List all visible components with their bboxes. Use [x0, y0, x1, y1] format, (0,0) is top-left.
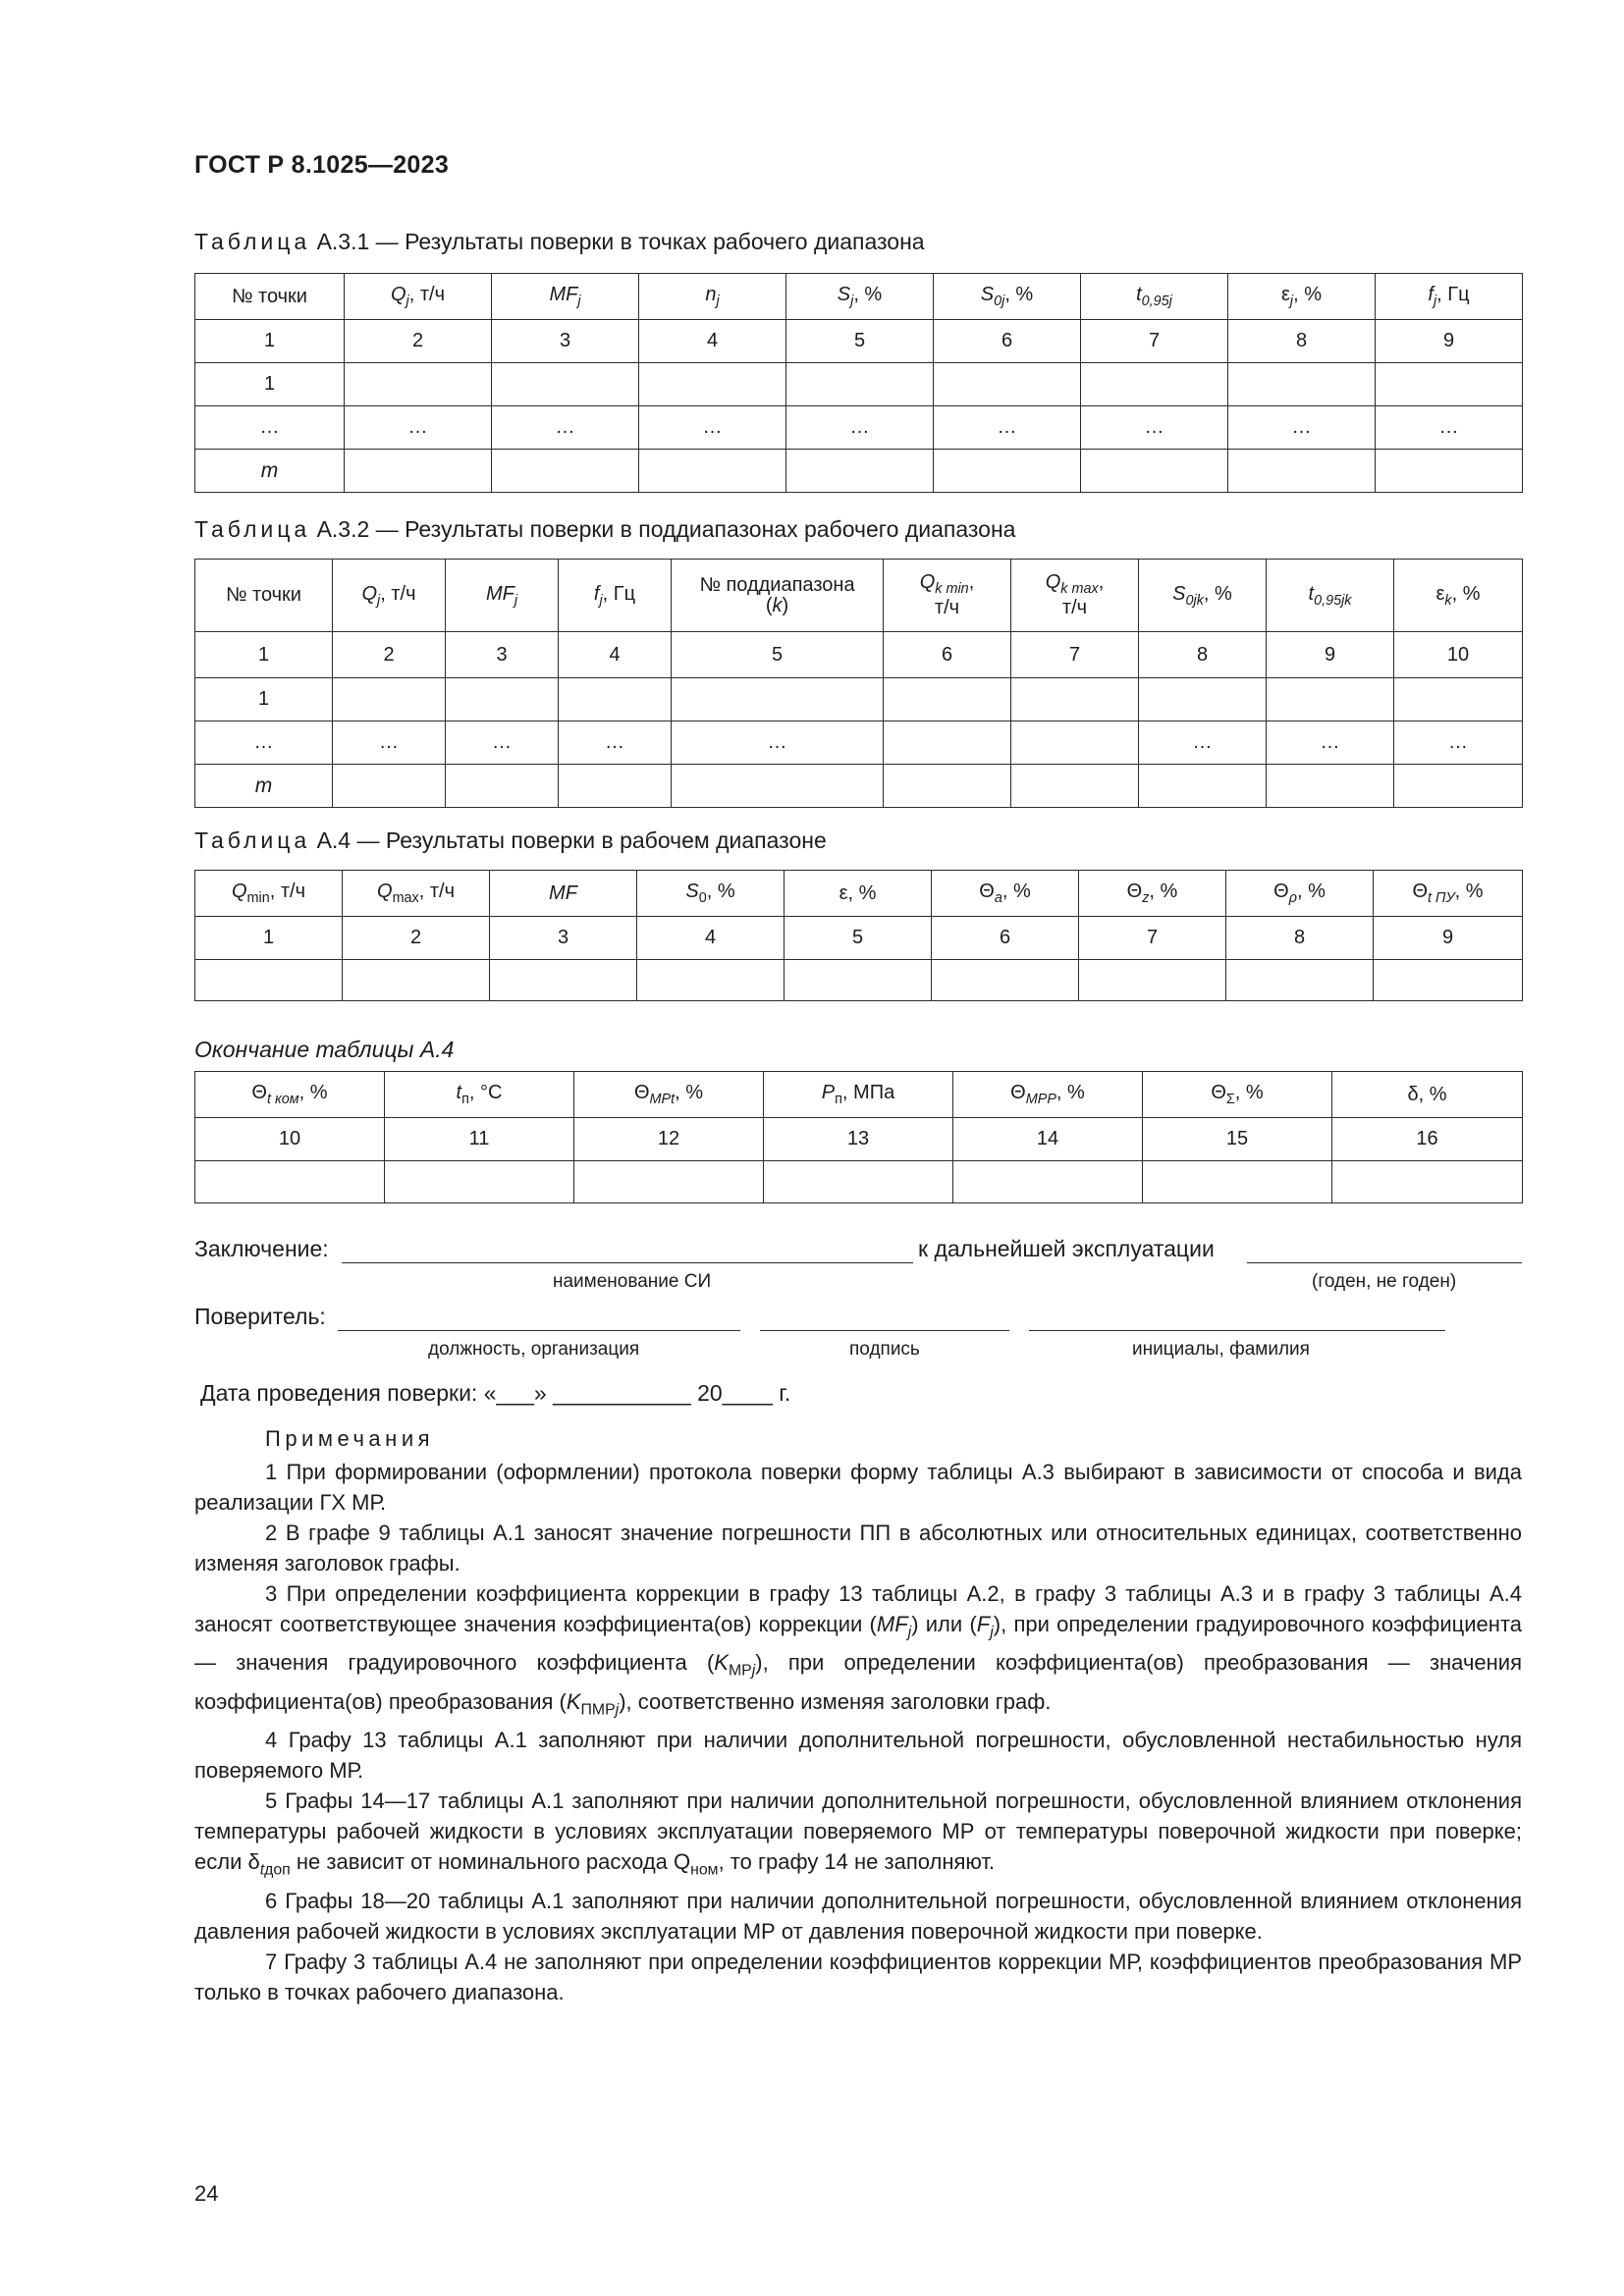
- column-number: 16: [1332, 1118, 1523, 1161]
- column-number: 2: [343, 917, 490, 960]
- table-cell: …: [345, 406, 492, 450]
- table-title: А.4 — Результаты поверки в рабочем диапазоне: [316, 828, 827, 853]
- conclusion-fit-line: [1247, 1262, 1522, 1263]
- column-number: 3: [446, 632, 559, 678]
- col-theta-mpp: $\Theta_{MPP}$, %: [953, 1072, 1143, 1118]
- hint-fit: (годен, не годен): [1312, 1271, 1457, 1292]
- table-a32: [194, 559, 1523, 808]
- table-cell: [1374, 960, 1523, 1001]
- col-eps: $\varepsilon_k$, %: [1394, 560, 1523, 632]
- col-tp: $t_п$, °С: [385, 1072, 574, 1118]
- hint-name: инициалы, фамилия: [1132, 1339, 1310, 1360]
- document-id: ГОСТ Р 8.1025—2023: [194, 151, 450, 179]
- table-cell: …: [1139, 721, 1267, 765]
- table-cell: [786, 450, 934, 493]
- table-cell: [1376, 450, 1523, 493]
- column-number: 12: [574, 1118, 764, 1161]
- col-theta-sigma: $\Theta_\Sigma$, %: [1143, 1072, 1332, 1118]
- table-cell: [786, 363, 934, 406]
- table-cell: [1394, 765, 1523, 808]
- table-row: [195, 678, 1523, 721]
- table-cell: [764, 1161, 953, 1203]
- notes-title: Примечания: [265, 1426, 435, 1451]
- col-theta-mpt: $\Theta_{MPt}$, %: [574, 1072, 764, 1118]
- conclusion-name-line: [342, 1262, 913, 1263]
- column-number: 9: [1374, 917, 1523, 960]
- table-cell: …: [934, 406, 1081, 450]
- column-number: 7: [1081, 320, 1228, 363]
- conclusion-mid-text: к дальнейшей эксплуатации: [918, 1236, 1215, 1261]
- col-q: $Q_j$, т/ч: [345, 274, 492, 320]
- table-title: А.3.2 — Результаты поверки в поддиапазонах рабочего диапазона: [316, 516, 1016, 542]
- column-number-row: [195, 320, 1523, 363]
- table-cell: …: [195, 721, 333, 765]
- table-cell: [1011, 765, 1139, 808]
- table-cell: …: [1394, 721, 1523, 765]
- notes-body: [194, 1457, 1522, 2007]
- col-s0jk: $S_{0jk}$, %: [1139, 560, 1267, 632]
- col-t: $t_{0,95jk}$: [1267, 560, 1394, 632]
- table-cell: [934, 450, 1081, 493]
- table-a4-end: [194, 1071, 1523, 1203]
- note-7: 7 Графу 3 таблицы А.4 не заполняют при определении коэффициентов коррекции МР, коэффициентов преобразования МР только в точках рабочего диапазона.: [194, 1949, 1522, 2004]
- table-cell: [385, 1161, 574, 1203]
- table-cell: [1011, 721, 1139, 765]
- column-number: 10: [195, 1118, 385, 1161]
- table-cell: …: [492, 406, 639, 450]
- table-cell: [345, 363, 492, 406]
- table-cell: [492, 363, 639, 406]
- table-cell: [1226, 960, 1374, 1001]
- verifier-sign-line: [760, 1330, 1009, 1331]
- table-row: [195, 1161, 1523, 1203]
- column-number: 5: [672, 632, 884, 678]
- table-cell: …: [639, 406, 786, 450]
- table-cell: …: [1081, 406, 1228, 450]
- column-number-row: [195, 917, 1523, 960]
- table-a31: [194, 273, 1523, 493]
- table-header-row: [195, 560, 1523, 632]
- table-cell: [1332, 1161, 1523, 1203]
- table-cell: [1394, 678, 1523, 721]
- table-a4-end-caption: Окончание таблицы А.4: [194, 1037, 455, 1062]
- table-cell: m: [195, 765, 333, 808]
- column-number: 10: [1394, 632, 1523, 678]
- note-2: 2 В графе 9 таблицы А.1 заносят значение погрешности ПП в абсолютных или относительных единицах, соответственно изменяя заголовок графы.: [194, 1521, 1522, 1575]
- table-cell: [559, 765, 672, 808]
- table-cell: [559, 678, 672, 721]
- col-pp: $P_п$, МПа: [764, 1072, 953, 1118]
- table-cell: [932, 960, 1079, 1001]
- table-cell: [1139, 765, 1267, 808]
- table-cell: [1081, 450, 1228, 493]
- table-cell: [1267, 678, 1394, 721]
- table-header-row: [195, 871, 1523, 917]
- col-s0: $S_0$, %: [637, 871, 785, 917]
- column-number: 9: [1376, 320, 1523, 363]
- table-cell: [1081, 363, 1228, 406]
- column-number: 5: [785, 917, 932, 960]
- table-cell: …: [786, 406, 934, 450]
- table-cell: …: [333, 721, 446, 765]
- col-theta-tkom: $\Theta_{t ком}$, %: [195, 1072, 385, 1118]
- table-cell: 1: [195, 678, 333, 721]
- table-cell: [884, 678, 1011, 721]
- column-number: 2: [345, 320, 492, 363]
- table-cell: [333, 678, 446, 721]
- table-header-row: [195, 1072, 1523, 1118]
- col-point: № точки: [195, 274, 345, 320]
- note-6: 6 Графы 18—20 таблицы А.1 заполняют при наличии дополнительной погрешности, обусловленной влиянием отклонения давления рабочей жидкости в условиях эксплуатации МР от давления поверочной жидкости при поверке.: [194, 1888, 1522, 1944]
- table-cell: …: [446, 721, 559, 765]
- column-number: 4: [637, 917, 785, 960]
- col-theta-tpu: $\Theta_{t ПУ}$, %: [1374, 871, 1523, 917]
- table-header-row: [195, 274, 1523, 320]
- table-row: [195, 960, 1523, 1001]
- table-cell: [953, 1161, 1143, 1203]
- table-cell: [195, 1161, 385, 1203]
- col-theta-a: $\Theta_a$, %: [932, 871, 1079, 917]
- table-cell: m: [195, 450, 345, 493]
- column-number: 14: [953, 1118, 1143, 1161]
- table-cell: [1139, 678, 1267, 721]
- column-number-row: [195, 632, 1523, 678]
- table-cell: [1079, 960, 1226, 1001]
- col-qkmin: $Q_{k min}$, т/ч: [884, 560, 1011, 632]
- column-number: 1: [195, 917, 343, 960]
- col-mf: MF: [490, 871, 637, 917]
- hint-si-name: наименование СИ: [553, 1271, 712, 1292]
- col-eps: $\varepsilon_j$, %: [1228, 274, 1376, 320]
- table-a32-caption: [194, 516, 1015, 543]
- col-n: $n_j$: [639, 274, 786, 320]
- table-cell: [785, 960, 932, 1001]
- col-qmin: $Q_{min}$, т/ч: [195, 871, 343, 917]
- table-cell: [1267, 765, 1394, 808]
- hint-sign: подпись: [849, 1339, 920, 1360]
- table-cell: [672, 678, 884, 721]
- table-cell: [1011, 678, 1139, 721]
- table-cell: [343, 960, 490, 1001]
- hint-position: должность, организация: [428, 1339, 640, 1360]
- column-number: 7: [1011, 632, 1139, 678]
- table-cell: [1228, 450, 1376, 493]
- note-3: 3 При определении коэффициента коррекции в графу 13 таблицы А.2, в графу 3 таблицы А.3 и в графу 3 таблицы А.4 заносят соответствующее значения коэффициента(ов) коррекции $(MF_j)$ или $(F_j)$, при определении градуировочного коэффициента — значения градуировочного коэффициента $(K_{МРj})$, при определении коэффициента(ов) преобразования — значения коэффициента(ов) преобразования $(K_{ПМРj})$, соответственно изменяя заголовки граф.: [194, 1581, 1523, 1719]
- table-a31-caption: [194, 229, 925, 255]
- verifier-position-line: [338, 1330, 740, 1331]
- col-qmax: $Q_{max}$, т/ч: [343, 871, 490, 917]
- col-point: № точки: [195, 560, 333, 632]
- table-cell: [1143, 1161, 1332, 1203]
- table-cell: [574, 1161, 764, 1203]
- table-row: [195, 721, 1523, 765]
- col-f: $f_j$, Гц: [1376, 274, 1523, 320]
- column-number: 4: [559, 632, 672, 678]
- table-cell: …: [1267, 721, 1394, 765]
- table-cell: [884, 765, 1011, 808]
- table-cell: [672, 765, 884, 808]
- table-row: [195, 765, 1523, 808]
- table-title: А.3.1 — Результаты поверки в точках рабочего диапазона: [316, 229, 925, 254]
- col-subrange: № поддиапазона (k): [672, 560, 884, 632]
- table-cell: [1228, 363, 1376, 406]
- verifier-label: Поверитель:: [194, 1304, 326, 1329]
- column-number: 4: [639, 320, 786, 363]
- column-number: 6: [934, 320, 1081, 363]
- table-row: [195, 406, 1523, 450]
- col-theta-z: $\Theta_z$, %: [1079, 871, 1226, 917]
- table-cell: [934, 363, 1081, 406]
- col-qkmax: $Q_{k max}$, т/ч: [1011, 560, 1139, 632]
- col-theta-rho: $\Theta_\rho$, %: [1226, 871, 1374, 917]
- table-a4: [194, 870, 1523, 1001]
- col-eps: ε, %: [785, 871, 932, 917]
- conclusion-label: Заключение:: [194, 1236, 329, 1261]
- col-t: $t_{0,95j}$: [1081, 274, 1228, 320]
- verification-date: Дата проведения поверки: «___» ___________ 20____ г.: [200, 1380, 791, 1406]
- table-cell: [884, 721, 1011, 765]
- table-cell: [639, 450, 786, 493]
- column-number: 7: [1079, 917, 1226, 960]
- column-number: 2: [333, 632, 446, 678]
- column-number-row: [195, 1118, 1523, 1161]
- table-cell: [1376, 363, 1523, 406]
- note-4: 4 Графу 13 таблицы А.1 заполняют при наличии дополнительной погрешности, обусловленной нестабильностью нуля поверяемого МР.: [194, 1728, 1522, 1784]
- column-number: 6: [932, 917, 1079, 960]
- column-number: 8: [1226, 917, 1374, 960]
- table-row: [195, 363, 1523, 406]
- verifier-name-line: [1029, 1330, 1445, 1331]
- table-word: Таблица: [194, 828, 311, 853]
- table-cell: [492, 450, 639, 493]
- table-cell: [345, 450, 492, 493]
- column-number: 1: [195, 320, 345, 363]
- column-number: 5: [786, 320, 934, 363]
- column-number: 13: [764, 1118, 953, 1161]
- table-cell: [637, 960, 785, 1001]
- table-cell: [195, 960, 343, 1001]
- table-cell: …: [1228, 406, 1376, 450]
- table-cell: …: [672, 721, 884, 765]
- column-number: 8: [1228, 320, 1376, 363]
- column-number: 1: [195, 632, 333, 678]
- note-1: 1 При формировании (оформлении) протокола поверки форму таблицы А.3 выбирают в зависимости от способа и вида реализации ГХ МР.: [194, 1460, 1522, 1515]
- table-cell: [446, 678, 559, 721]
- col-mf: $MF_j$: [492, 274, 639, 320]
- column-number: 11: [385, 1118, 574, 1161]
- col-s: $S_j$, %: [786, 274, 934, 320]
- table-cell: [639, 363, 786, 406]
- column-number: 3: [492, 320, 639, 363]
- table-cell: 1: [195, 363, 345, 406]
- note-5: 5 Графы 14—17 таблицы А.1 заполняют при наличии дополнительной погрешности, обусловленной влиянием отклонения температуры рабочей жидкости в условиях эксплуатации поверяемого МР от температуры поверочной жидкости при поверке; если $\delta_{tдоп}$ не зависит от номинального расхода $Q_{ном}$, то графу 14 не заполняют.: [194, 1789, 1522, 1879]
- table-a4-caption: [194, 828, 827, 854]
- table-cell: …: [559, 721, 672, 765]
- column-number: 6: [884, 632, 1011, 678]
- column-number: 15: [1143, 1118, 1332, 1161]
- col-f: $f_j$, Гц: [559, 560, 672, 632]
- column-number: 3: [490, 917, 637, 960]
- column-number: 8: [1139, 632, 1267, 678]
- table-cell: [490, 960, 637, 1001]
- table-cell: [446, 765, 559, 808]
- page-number: 24: [194, 2181, 219, 2206]
- col-delta: δ, %: [1332, 1072, 1523, 1118]
- table-row: [195, 450, 1523, 493]
- table-cell: …: [1376, 406, 1523, 450]
- table-word: Таблица: [194, 516, 311, 542]
- col-q: $Q_j$, т/ч: [333, 560, 446, 632]
- column-number: 9: [1267, 632, 1394, 678]
- col-s0: $S_{0j}$, %: [934, 274, 1081, 320]
- col-mf: $MF_j$: [446, 560, 559, 632]
- table-cell: [333, 765, 446, 808]
- table-word: Таблица: [194, 229, 311, 254]
- table-cell: …: [195, 406, 345, 450]
